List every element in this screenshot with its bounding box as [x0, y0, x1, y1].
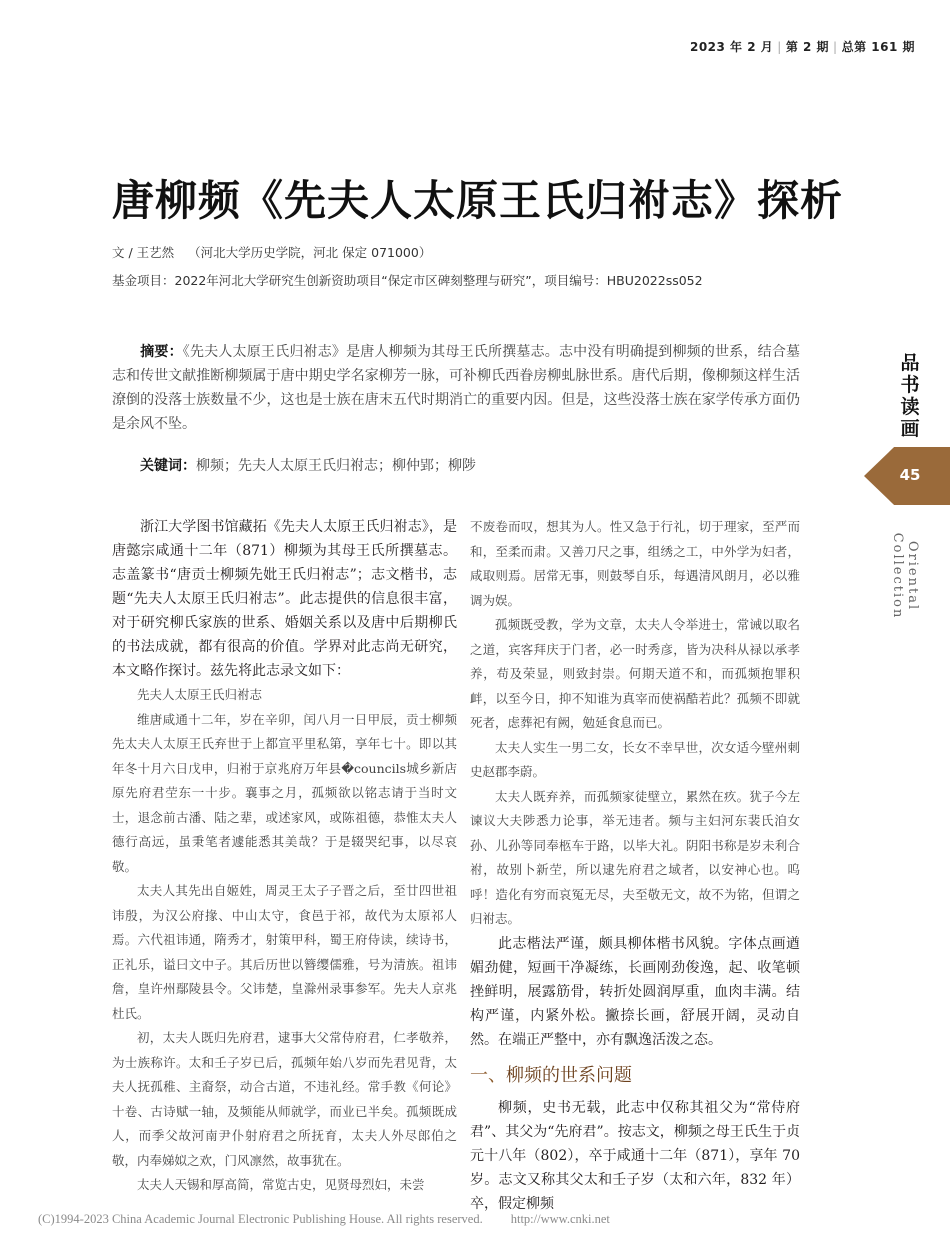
author-line [112, 243, 852, 261]
section-number: 一、 [470, 1064, 506, 1086]
inscription-paragraph: 维唐咸通十二年，岁在辛卯，闰八月一日甲辰，贡士柳频先太夫人太原王氏弃世于上都宣平里私第，享年七十。即以其年冬十月六日戊申，归祔于京兆府万年县�councils城乡新店原先府君茔东一十步。襄事之月，孤频欲以铭志请于当时文士，退念前古潘、陆之辈，或述家风，或陈祖德，恭惟太夫人德行高远，虽秉笔者遽能悉其美哉？于是辍哭纪事，以尽哀敬。 [112, 711, 457, 874]
keywords-label: 关键词： [140, 458, 196, 474]
inscription-paragraph: 初，太夫人既归先府君，逮事大父常侍府君，仁孝敬养，为士族称许。太和壬子岁已后，孤频年始八岁而先君见背，太夫人抚孤稚、主裔祭，动合古道，不违礼经。常手教《何论》十卷、古诗赋一轴，及频能从师就学，而业已半矣。孤频既成人，而季父故河南尹仆射府君之所抚育，太夫人外尽郎伯之敬，内奉娣姒之欢，门风凛然，故事犹在。 [112, 1030, 457, 1168]
author-name: 文 / 王艺然 [112, 245, 175, 260]
author-affiliation: （河北大学历史学院，河北 保定 071000） [188, 245, 432, 260]
journal-issue-header: 2023 年 2 月 | 第 2 期 | 总第 161 期 [689, 40, 915, 54]
issue-total: 总第 161 期 [841, 40, 915, 54]
issue-date: 2023 年 2 月 [689, 40, 774, 54]
abstract-label: 摘要： [140, 344, 183, 360]
analysis-paragraph: 此志楷法严谨，颇具柳体楷书风貌。字体点画遒媚劲健，短画干净凝练，长画刚劲俊逸，起、收笔顿挫鲜明，展露筋骨，转折处圆润厚重，血肉丰满。结构严谨，内紧外松。撇捺长画，舒展开阔，灵动自然。在端正严整中，亦有飘逸活泼之态。 [470, 935, 800, 1048]
abstract-text: 《先夫人太原王氏归祔志》是唐人柳频为其母王氏所撰墓志。志中没有明确提到柳频的世系，结合墓志和传世文献推断柳频属于唐中期史学名家柳芳一脉，可补柳氏西眷房柳虬脉世系。唐代后期，像柳频这样生活潦倒的没落士族数量不少，这也是士族在唐末五代时期消亡的重要内因。但是，这些没落士族在家学传承方面仍是余风不坠。 [112, 344, 801, 432]
inscription-title: 先夫人太原王氏归祔志 [137, 687, 263, 702]
footer-url: http://www.cnki.net [510, 1212, 610, 1226]
keywords [140, 455, 800, 475]
keywords-text: 柳频；先夫人太原王氏归祔志；柳仲郢；柳陟 [196, 458, 476, 474]
section-title-text: 柳频的世系问题 [506, 1064, 632, 1086]
analysis-paragraph: 柳频，史书无载，此志中仅称其祖父为“常侍府君”、其父为“先府君”。按志文，柳频之母王氏生于贞元十八年（802），卒于咸通十二年（871），享年 70 岁。志文又称其父太和壬子岁（太和六年，832 年）卒，假定柳频 [470, 1099, 800, 1212]
column-name-vertical: 品书读画 [900, 352, 920, 440]
body-left-column [112, 515, 457, 1198]
section-heading [470, 1064, 800, 1088]
issue-number: 第 2 期 [785, 40, 830, 54]
article-title: 唐柳频《先夫人太原王氏归祔志》探析 [112, 176, 844, 225]
copyright-text: (C)1994-2023 China Academic Journal Electronic Publishing House. All rights reserved. [38, 1212, 483, 1226]
inscription-paragraph: 太夫人其先出自姬姓，周灵王太子子晋之后，至廿四世祖讳殷，为汉公府掾、中山太守，食邑于祁，故代为太原祁人焉。六代祖讳通，隋秀才，射策甲科，蜀王府侍读，续诗书，正礼乐，谥曰文中子。其后历世以簪缨儒雅，号为清族。祖讳詹，皇许州鄢陵县令。父讳楚，皇滁州录事参军。先夫人京兆杜氏。 [112, 883, 457, 1021]
copyright-footer [38, 1212, 918, 1227]
fund-line: 基金项目：2022年河北大学研究生创新资助项目“保定市区碑刻整理与研究”，项目编号：HBU2022ss052 [112, 273, 703, 288]
inscription-paragraph: 不废卷而叹，想其为人。性又急于行礼，切于理家，至严而和，至柔而肃。又善刀尺之事，组绣之工，中外学为妇者，咸取则焉。居常无事，则鼓琴自乐，每遇清风朗月，必以雅调为娱。 [470, 519, 800, 608]
column-name-english: Oriental Collection [890, 532, 920, 620]
body-right-column [470, 515, 800, 1216]
inscription-paragraph: 孤频既受教，学为文章，太夫人令举进士，常诫以取名之道，宾客拜庆于门者，必一时秀彦，皆为决科从禄以承孝养，苟及荣显，则致封崇。何期天道不和，而孤频抱罪积衅，以至今日，抑不知谁为真宰而使祸酷若此？孤频不即就死者，虑葬祀有阙，勉延食息而已。 [470, 617, 800, 730]
inscription-paragraph: 太夫人实生一男二女，长女不幸早世，次女适今壁州刺史赵郡李蔚。 [470, 739, 800, 779]
page-number: 45 [899, 466, 921, 484]
intro-paragraph: 浙江大学图书馆藏拓《先夫人太原王氏归祔志》，是唐懿宗咸通十二年（871）柳频为其母王氏所撰墓志。志盖篆书“唐贡士柳频先妣王氏归祔志”；志文楷书，志题“先夫人太原王氏归祔志”。此志提供的信息很丰富，对于研究柳氏家族的世系、婚姻关系以及唐中后期柳氏的书法成就，都有很高的价值。学界对此志尚无研究，本文略作探讨。兹先将此志录文如下： [112, 519, 457, 679]
inscription-paragraph: 太夫人既弃养，而孤频家徒壁立，累然在疚。犹子今左谏议大夫陟悉力论事，举无违者。频与主妇河东裴氏洎女孙、儿孙等同奉柩车于路，以毕大礼。阴阳书称是岁未利合祔，故别卜新茔，所以逮先府君之域者，以安神心也。呜呼！造化有穷而哀冤无尽，夫至敬无文，故不为铭，但谓之归祔志。 [470, 788, 800, 926]
inscription-paragraph: 太夫人天锡和厚高简，常览古史，见贤母烈妇，未尝 [137, 1177, 425, 1192]
abstract [112, 340, 800, 436]
